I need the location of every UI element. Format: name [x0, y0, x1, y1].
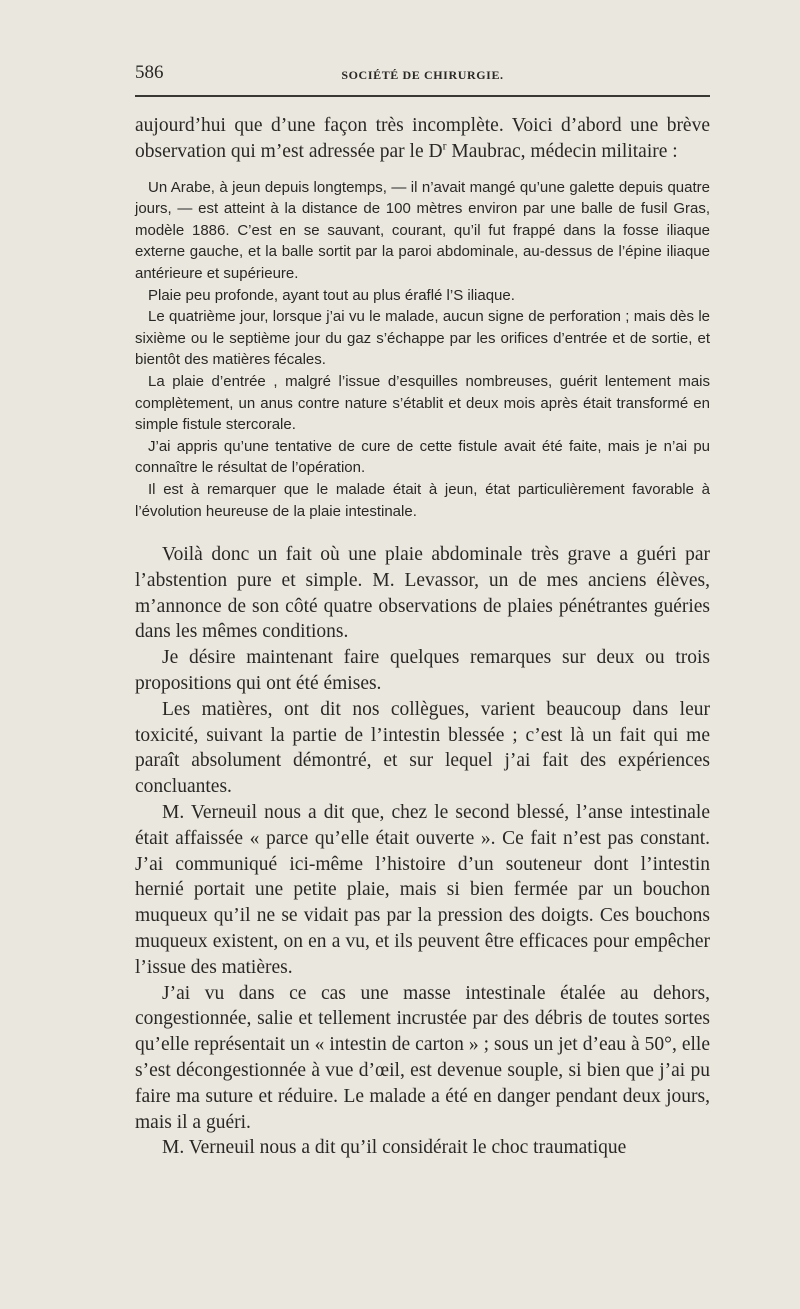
body-paragraph: Les matières, ont dit nos collègues, varient beaucoup dans leur toxicité, suivant la partie de l’intestin blessée ; c’est là un fait qui me paraît absolument démontré, et sur lequel j’ai fait des expériences concluantes.: [135, 698, 710, 798]
body-paragraph: J’ai vu dans ce cas une masse intestinale étalée au dehors, congestionnée, salie et tellement incrustée par des débris de toutes sortes qu’elle représentait un « intestin de carton » ; sous un jet d’eau à 50°, elle s’est décongestionnée à vue d’œil, est devenue souple, si bien que j’ai pu faire ma suture et réduire. Le malade a été en danger pendant deux jours, mais il a guéri.: [135, 982, 710, 1133]
text-body: [135, 113, 710, 1161]
body-paragraph: M. Verneuil nous a dit que, chez le second blessé, l’anse intestinale était affaissée « parce qu’elle était ouverte ». Ce fait n’est pas constant. J’ai communiqué ici-même l’histoire d’un souteneur dont l’intestin hernié portait une petite plaie, mais si bien fermée par un bouchon muqueux qu’il ne se vidait pas par la pression des doigts. Ces bouchons muqueux existent, on en a vu, et ils peuvent être efficaces pour empêcher l’issue des matières.: [135, 802, 710, 978]
page-header: [135, 62, 710, 102]
observation-paragraph: J’ai appris qu’une tentative de cure de cette fistule avait été faite, mais je n’ai pu connaître le résultat de l’opération.: [135, 437, 710, 477]
observation-paragraph: Le quatrième jour, lorsque j’ai vu le malade, aucun signe de perforation ; mais dès le sixième ou le septième jour du gaz s’échappe par les orifices d’entrée et de sortie, et bientôt des matières fécales.: [135, 308, 710, 369]
running-title: SOCIÉTÉ DE CHIRURGIE.: [341, 68, 504, 82]
quoted-observation: [135, 177, 710, 523]
observation-paragraph: La plaie d’entrée , malgré l’issue d’esquilles nombreuses, guérit lentement mais complètement, un anus contre nature s’établit et deux mois après était transformé en simple fistule stercorale.: [135, 372, 710, 434]
intro-text-b: Maubrac, médecin militaire :: [446, 140, 678, 162]
page-number: 586: [135, 62, 164, 83]
header-rule: [135, 95, 710, 97]
observation-paragraph: Il est à remarquer que le malade était à jeun, état particulièrement favorable à l’évolution heureuse de la plaie intestinale.: [135, 480, 710, 520]
paragraph-intro: [135, 113, 710, 165]
observation-paragraph: Un Arabe, à jeun depuis longtemps, — il n’avait mangé qu’une galette depuis quatre jours, — est atteint à la distance de 100 mètres environ par une balle de fusil Gras, modèle 1886. C’est en se sauvant, courant, qu’il fut frappé dans la fosse iliaque externe gauche, et la balle sortit par la paroi abdominale, au-dessus de l’épine iliaque antérieure et supérieure.: [135, 178, 710, 282]
body-paragraph: Je désire maintenant faire quelques remarques sur deux ou trois propositions qui ont été émises.: [135, 647, 710, 695]
intro-superscript: r: [442, 139, 447, 153]
body-paragraph: Voilà donc un fait où une plaie abdominale très grave a guéri par l’abstention pure et simple. M. Levassor, un de mes anciens élèves, m’annonce de son côté quatre observations de plaies pénétrantes guéries dans les mêmes conditions.: [135, 544, 710, 643]
body-paragraph: M. Verneuil nous a dit qu’il considérait le choc traumatique: [162, 1137, 627, 1159]
observation-paragraph: Plaie peu profonde, ayant tout au plus éraflé l’S iliaque.: [148, 286, 515, 304]
intro-text-a: aujourd’hui que d’une façon très incomplète. Voici d’abord une brève observation qui m’est adressée par le D: [135, 115, 710, 162]
main-discussion: [135, 542, 710, 1161]
